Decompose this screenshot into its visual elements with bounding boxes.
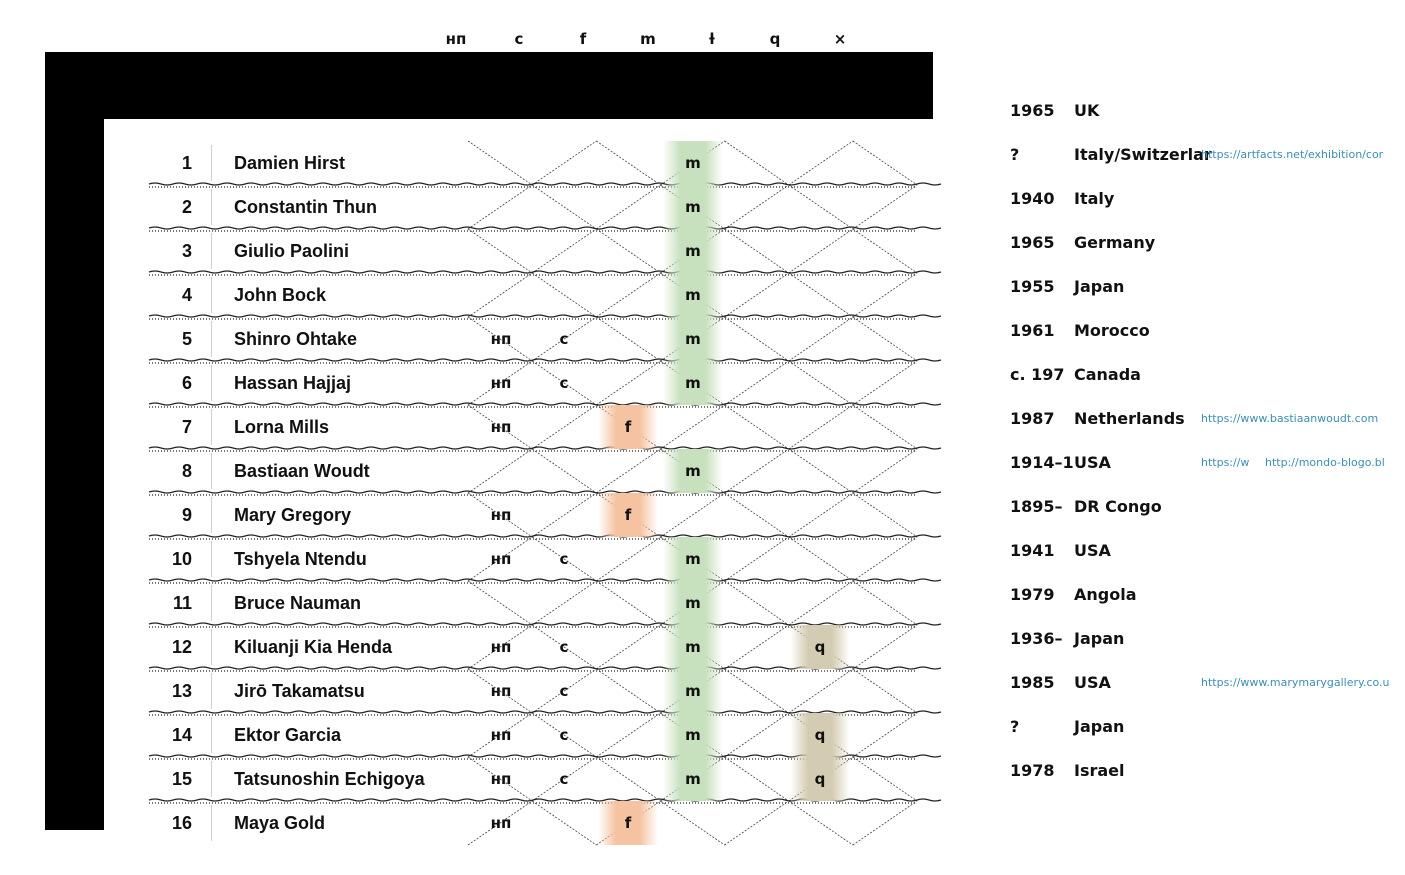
artist-name: Mary Gregory	[234, 505, 352, 525]
mark-m: m	[663, 361, 723, 405]
artist-info-row	[1010, 221, 1405, 265]
artist-name: Lorna Mills	[234, 417, 330, 437]
mark-c: c	[559, 550, 569, 568]
artist-info-row	[1010, 573, 1405, 617]
mark-c: c	[559, 330, 569, 348]
country: Italy/Switzerlar	[1074, 145, 1212, 164]
column-header-np: нп	[445, 30, 467, 48]
country: UK	[1074, 101, 1100, 120]
artist-info-row	[1010, 485, 1405, 529]
mark-c: c	[559, 770, 569, 788]
mark-np: нп	[490, 726, 512, 744]
artist-info-row	[1010, 309, 1405, 353]
artist-info-row	[1010, 661, 1405, 705]
artist-info-row	[1010, 705, 1405, 749]
mark-np: нп	[490, 682, 512, 700]
table-row	[104, 669, 965, 713]
table-row	[104, 625, 965, 669]
artist-name: Bruce Nauman	[234, 593, 362, 613]
row-separator	[211, 585, 212, 621]
table-row	[104, 185, 965, 229]
source-link[interactable]: https://w	[1201, 456, 1250, 469]
mark-f: f	[598, 801, 658, 845]
birth-year: 1979	[1010, 585, 1055, 604]
artist-info-row	[1010, 749, 1405, 793]
row-separator	[211, 497, 212, 533]
mark-m: m	[663, 273, 723, 317]
birth-year: 1955	[1010, 277, 1055, 296]
country: Canada	[1074, 365, 1141, 384]
mark-q: q	[790, 713, 850, 757]
birth-year: 1978	[1010, 761, 1055, 780]
table-row	[104, 141, 965, 185]
row-number: 6	[181, 373, 192, 393]
row-separator	[211, 453, 212, 489]
table-row	[104, 229, 965, 273]
artist-name: Jirō Takamatsu	[234, 681, 365, 701]
birth-year: 1914–1	[1010, 453, 1074, 472]
row-separator	[211, 145, 212, 181]
mark-c: c	[559, 374, 569, 392]
source-link[interactable]: https://artfacts.net/exhibition/cor	[1201, 148, 1384, 161]
birth-year: 1965	[1010, 101, 1055, 120]
row-number: 14	[171, 725, 192, 745]
mark-m: m	[663, 537, 723, 581]
column-header-q: q	[769, 30, 781, 48]
row-separator	[211, 673, 212, 709]
mark-c: c	[559, 682, 569, 700]
row-separator	[211, 277, 212, 313]
artist-name: Tatsunoshin Echigoya	[234, 769, 425, 789]
birth-year: 1961	[1010, 321, 1055, 340]
country: USA	[1074, 453, 1111, 472]
row-number: 3	[181, 241, 192, 261]
country: DR Congo	[1074, 497, 1162, 516]
country: USA	[1074, 541, 1111, 560]
row-number: 4	[181, 285, 192, 305]
birth-year: 1895–	[1010, 497, 1063, 516]
row-number: 5	[181, 329, 192, 349]
row-number: 10	[171, 549, 192, 569]
mark-m: m	[663, 185, 723, 229]
birth-year: 1965	[1010, 233, 1055, 252]
mark-m: m	[663, 229, 723, 273]
row-separator	[211, 189, 212, 225]
mark-f: f	[598, 405, 658, 449]
row-number: 7	[181, 417, 192, 437]
artist-table	[104, 119, 965, 868]
country: Angola	[1074, 585, 1137, 604]
table-row	[104, 537, 965, 581]
row-separator	[211, 409, 212, 445]
column-header-f: f	[579, 30, 587, 48]
table-row	[104, 493, 965, 537]
mark-m: m	[663, 669, 723, 713]
mark-np: нп	[490, 374, 512, 392]
artist-name: John Bock	[234, 285, 327, 305]
artist-info-row	[1010, 177, 1405, 221]
country: Japan	[1074, 629, 1125, 648]
mark-m: m	[663, 581, 723, 625]
mark-np: нп	[490, 550, 512, 568]
mark-np: нп	[490, 770, 512, 788]
birth-year: 1985	[1010, 673, 1055, 692]
mark-m: m	[663, 757, 723, 801]
table-row	[104, 581, 965, 625]
artist-name: Kiluanji Kia Henda	[234, 637, 393, 657]
artist-name: Tshyela Ntendu	[234, 549, 367, 569]
mark-c: c	[559, 638, 569, 656]
mark-m: m	[663, 317, 723, 361]
artist-name: Ektor Garcia	[234, 725, 342, 745]
artist-name: Constantin Thun	[234, 197, 377, 217]
mark-f: f	[598, 493, 658, 537]
row-number: 9	[181, 505, 192, 525]
artist-info-row	[1010, 617, 1405, 661]
mark-q: q	[790, 757, 850, 801]
table-row	[104, 713, 965, 757]
table-row	[104, 449, 965, 493]
source-link[interactable]: http://mondo-blogo.bl	[1265, 456, 1385, 469]
row-separator	[211, 541, 212, 577]
mark-np: нп	[490, 638, 512, 656]
row-separator	[211, 321, 212, 357]
column-header-t: ƚ	[709, 30, 715, 48]
artist-name: Shinro Ohtake	[234, 329, 358, 349]
artist-name: Hassan Hajjaj	[234, 373, 352, 393]
artist-info-row	[1010, 529, 1405, 573]
birth-year: 1987	[1010, 409, 1055, 428]
table-row	[104, 361, 965, 405]
row-separator	[211, 365, 212, 401]
column-header-c: c	[514, 30, 524, 48]
artist-name: Damien Hirst	[234, 153, 346, 173]
column-header-m: m	[640, 30, 656, 48]
artist-name: Maya Gold	[234, 813, 326, 833]
mark-np: нп	[490, 418, 512, 436]
mark-m: m	[663, 713, 723, 757]
artist-info-row	[1010, 89, 1405, 133]
artist-info-row	[1010, 353, 1405, 397]
table-row	[104, 801, 965, 845]
row-number: 11	[172, 593, 192, 613]
birth-year: ?	[1010, 145, 1020, 164]
mark-q: q	[790, 625, 850, 669]
artist-name: Bastiaan Woudt	[234, 461, 370, 481]
country: Japan	[1074, 717, 1125, 736]
row-number: 13	[171, 681, 192, 701]
column-header-x: ×	[833, 30, 847, 48]
mark-np: нп	[490, 330, 512, 348]
mark-np: нп	[490, 506, 512, 524]
row-separator	[211, 761, 212, 797]
country: Germany	[1074, 233, 1156, 252]
artist-info-row	[1010, 441, 1405, 485]
row-separator	[211, 717, 212, 753]
table-row	[104, 405, 965, 449]
mark-m: m	[663, 625, 723, 669]
country: Netherlands	[1074, 409, 1185, 428]
table-frame	[45, 52, 933, 833]
row-separator	[211, 805, 212, 841]
birth-year: 1936–	[1010, 629, 1063, 648]
row-number: 1	[181, 153, 192, 173]
table-row	[104, 317, 965, 361]
artist-name: Giulio Paolini	[234, 241, 350, 261]
country: Japan	[1074, 277, 1125, 296]
mark-m: m	[663, 449, 723, 493]
row-number: 15	[171, 769, 192, 789]
mark-m: m	[663, 141, 723, 185]
birth-year: 1941	[1010, 541, 1055, 560]
row-number: 12	[171, 637, 192, 657]
birth-year: c. 197	[1010, 365, 1065, 384]
row-number: 8	[181, 461, 192, 481]
source-link[interactable]: https://www.marymarygallery.co.u	[1201, 676, 1390, 689]
row-separator	[211, 629, 212, 665]
mark-c: c	[559, 726, 569, 744]
source-link[interactable]: https://www.bastiaanwoudt.com	[1201, 412, 1379, 425]
row-number: 16	[171, 813, 192, 833]
artist-info-row	[1010, 265, 1405, 309]
artist-info-row	[1010, 397, 1405, 441]
birth-year: 1940	[1010, 189, 1055, 208]
country: Italy	[1074, 189, 1115, 208]
table-row	[104, 757, 965, 801]
table-row	[104, 273, 965, 317]
country: Israel	[1074, 761, 1125, 780]
row-number: 2	[181, 197, 192, 217]
artist-info-row	[1010, 133, 1405, 177]
country: Morocco	[1074, 321, 1150, 340]
row-separator	[211, 233, 212, 269]
mark-np: нп	[490, 814, 512, 832]
country: USA	[1074, 673, 1111, 692]
birth-year: ?	[1010, 717, 1020, 736]
